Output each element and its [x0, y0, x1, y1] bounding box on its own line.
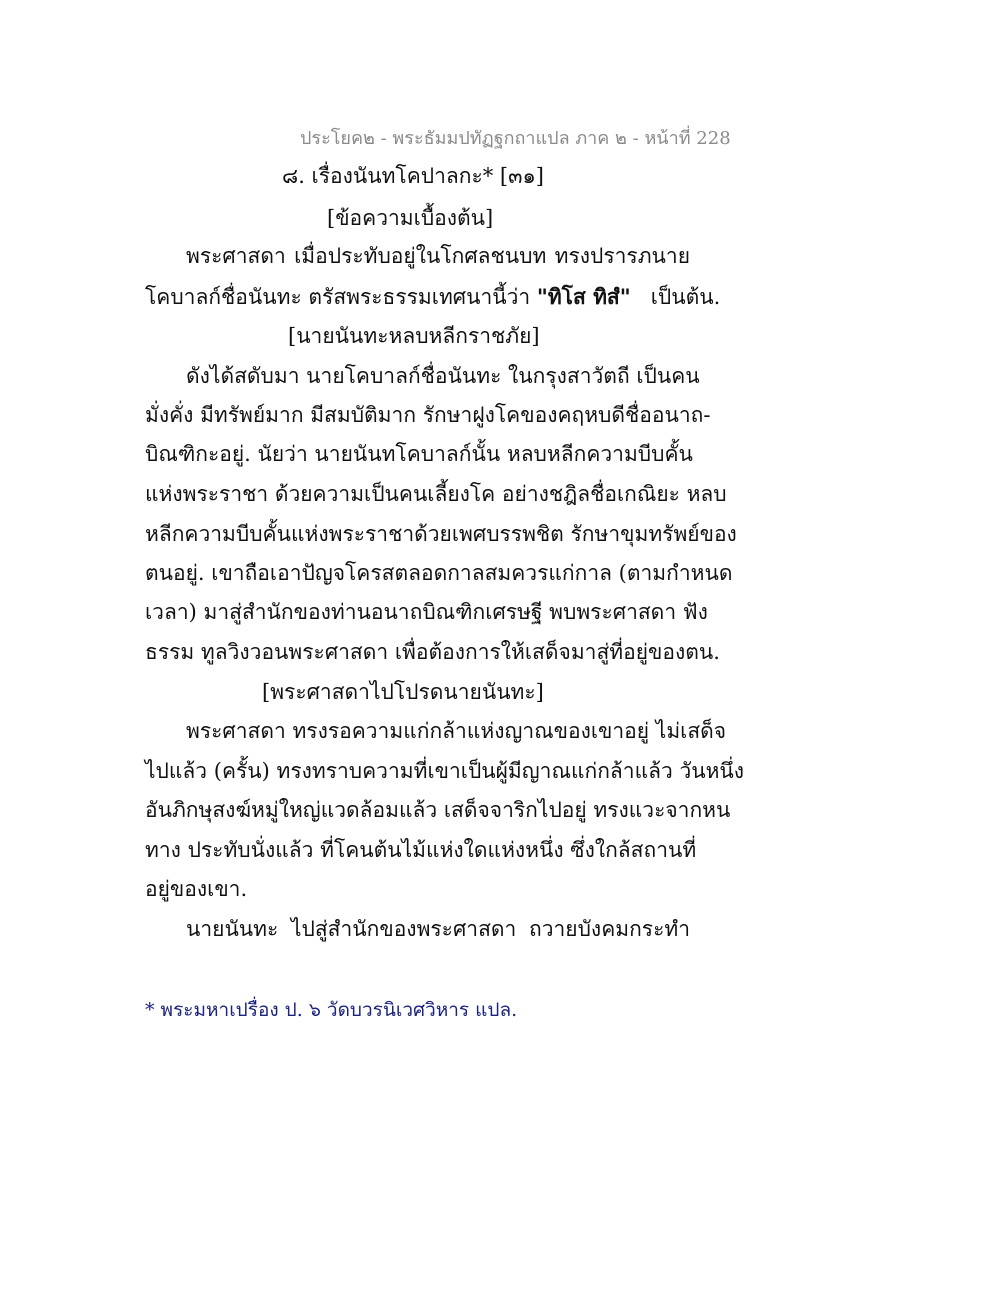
paragraph-line: ธรรม ทูลวิงวอนพระศาสดา เพื่อต้องการให้เสด็จมาสู่ที่อยู่ของตน.	[145, 640, 720, 664]
paragraph-line: อันภิกษุสงฆ์หมู่ใหญ่แวดล้อมแล้ว เสด็จจาริกไปอยู่ ทรงแวะจากหน	[145, 798, 731, 822]
paragraph-line	[145, 281, 721, 314]
paragraph-line: เวลา) มาสู่สำนักของท่านอนาถบิณฑิกเศรษฐี พบพระศาสดา ฟัง	[145, 600, 708, 624]
paragraph-line: นายนันทะ ไปสู่สำนักของพระศาสดา ถวายบังคมกระทำ	[186, 917, 690, 941]
paragraph-line: หลีกความบีบคั้นแห่งพระราชาด้วยเพศบรรพชิต รักษาขุมทรัพย์ของ	[145, 522, 737, 546]
line-text: เป็นต้น.	[650, 285, 721, 309]
paragraph-line: ไปแล้ว (ครั้น) ทรงทราบความที่เขาเป็นผู้มีญาณแก่กล้าแล้ว วันหนึ่ง	[145, 759, 745, 783]
paragraph-line: อยู่ของเขา.	[145, 877, 248, 901]
section-heading-teaching: [พระศาสดาไปโปรดนายนันทะ]	[262, 680, 544, 704]
paragraph-line: พระศาสดา เมื่อประทับอยู่ในโกศลชนบท ทรงปรารภนาย	[186, 244, 690, 268]
pali-quote: "ทิโส ทิสํ"	[536, 284, 631, 309]
paragraph-line: แห่งพระราชา ด้วยความเป็นคนเลี้ยงโค อย่างชฎิลชื่อเกณิยะ หลบ	[145, 482, 727, 506]
footnote: * พระมหาเปรื่อง ป. ๖ วัดบวรนิเวศวิหาร แปล.	[145, 999, 518, 1021]
paragraph-line: พระศาสดา ทรงรอความแก่กล้าแห่งญาณของเขาอยู่ ไม่เสด็จ	[186, 719, 727, 743]
paragraph-line: ตนอยู่. เขาถือเอาปัญจโครสตลอดกาลสมควรแก่กาล (ตามกำหนด	[145, 561, 733, 585]
section-heading-escape: [นายนันทะหลบหลีกราชภัย]	[288, 324, 540, 348]
story-title: ๘. เรื่องนันทโคปาลกะ* [๓๑]	[282, 164, 544, 188]
paragraph-line: ทาง ประทับนั่งแล้ว ที่โคนต้นไม้แห่งใดแห่งหนึ่ง ซึ่งใกล้สถานที่	[145, 838, 697, 862]
paragraph-line: ดังได้สดับมา นายโคบาลก์ชื่อนันทะ ในกรุงสาวัตถี เป็นคน	[186, 364, 700, 388]
section-heading-intro: [ข้อความเบื้องต้น]	[327, 206, 494, 230]
paragraph-line: มั่งคั่ง มีทรัพย์มาก มีสมบัติมาก รักษาฝูงโคของคฤหบดีชื่ออนาถ-	[145, 403, 711, 427]
paragraph-line: บิณฑิกะอยู่. นัยว่า นายนันทโคบาลก์นั้น หลบหลีกความบีบคั้น	[145, 442, 693, 466]
line-text: โคบาลก์ชื่อนันทะ ตรัสพระธรรมเทศนานี้ว่า	[145, 285, 531, 309]
running-head: ประโยค๒ - พระธัมมปทัฏฐกถาแปล ภาค ๒ - หน้าที่ 228	[300, 128, 731, 149]
